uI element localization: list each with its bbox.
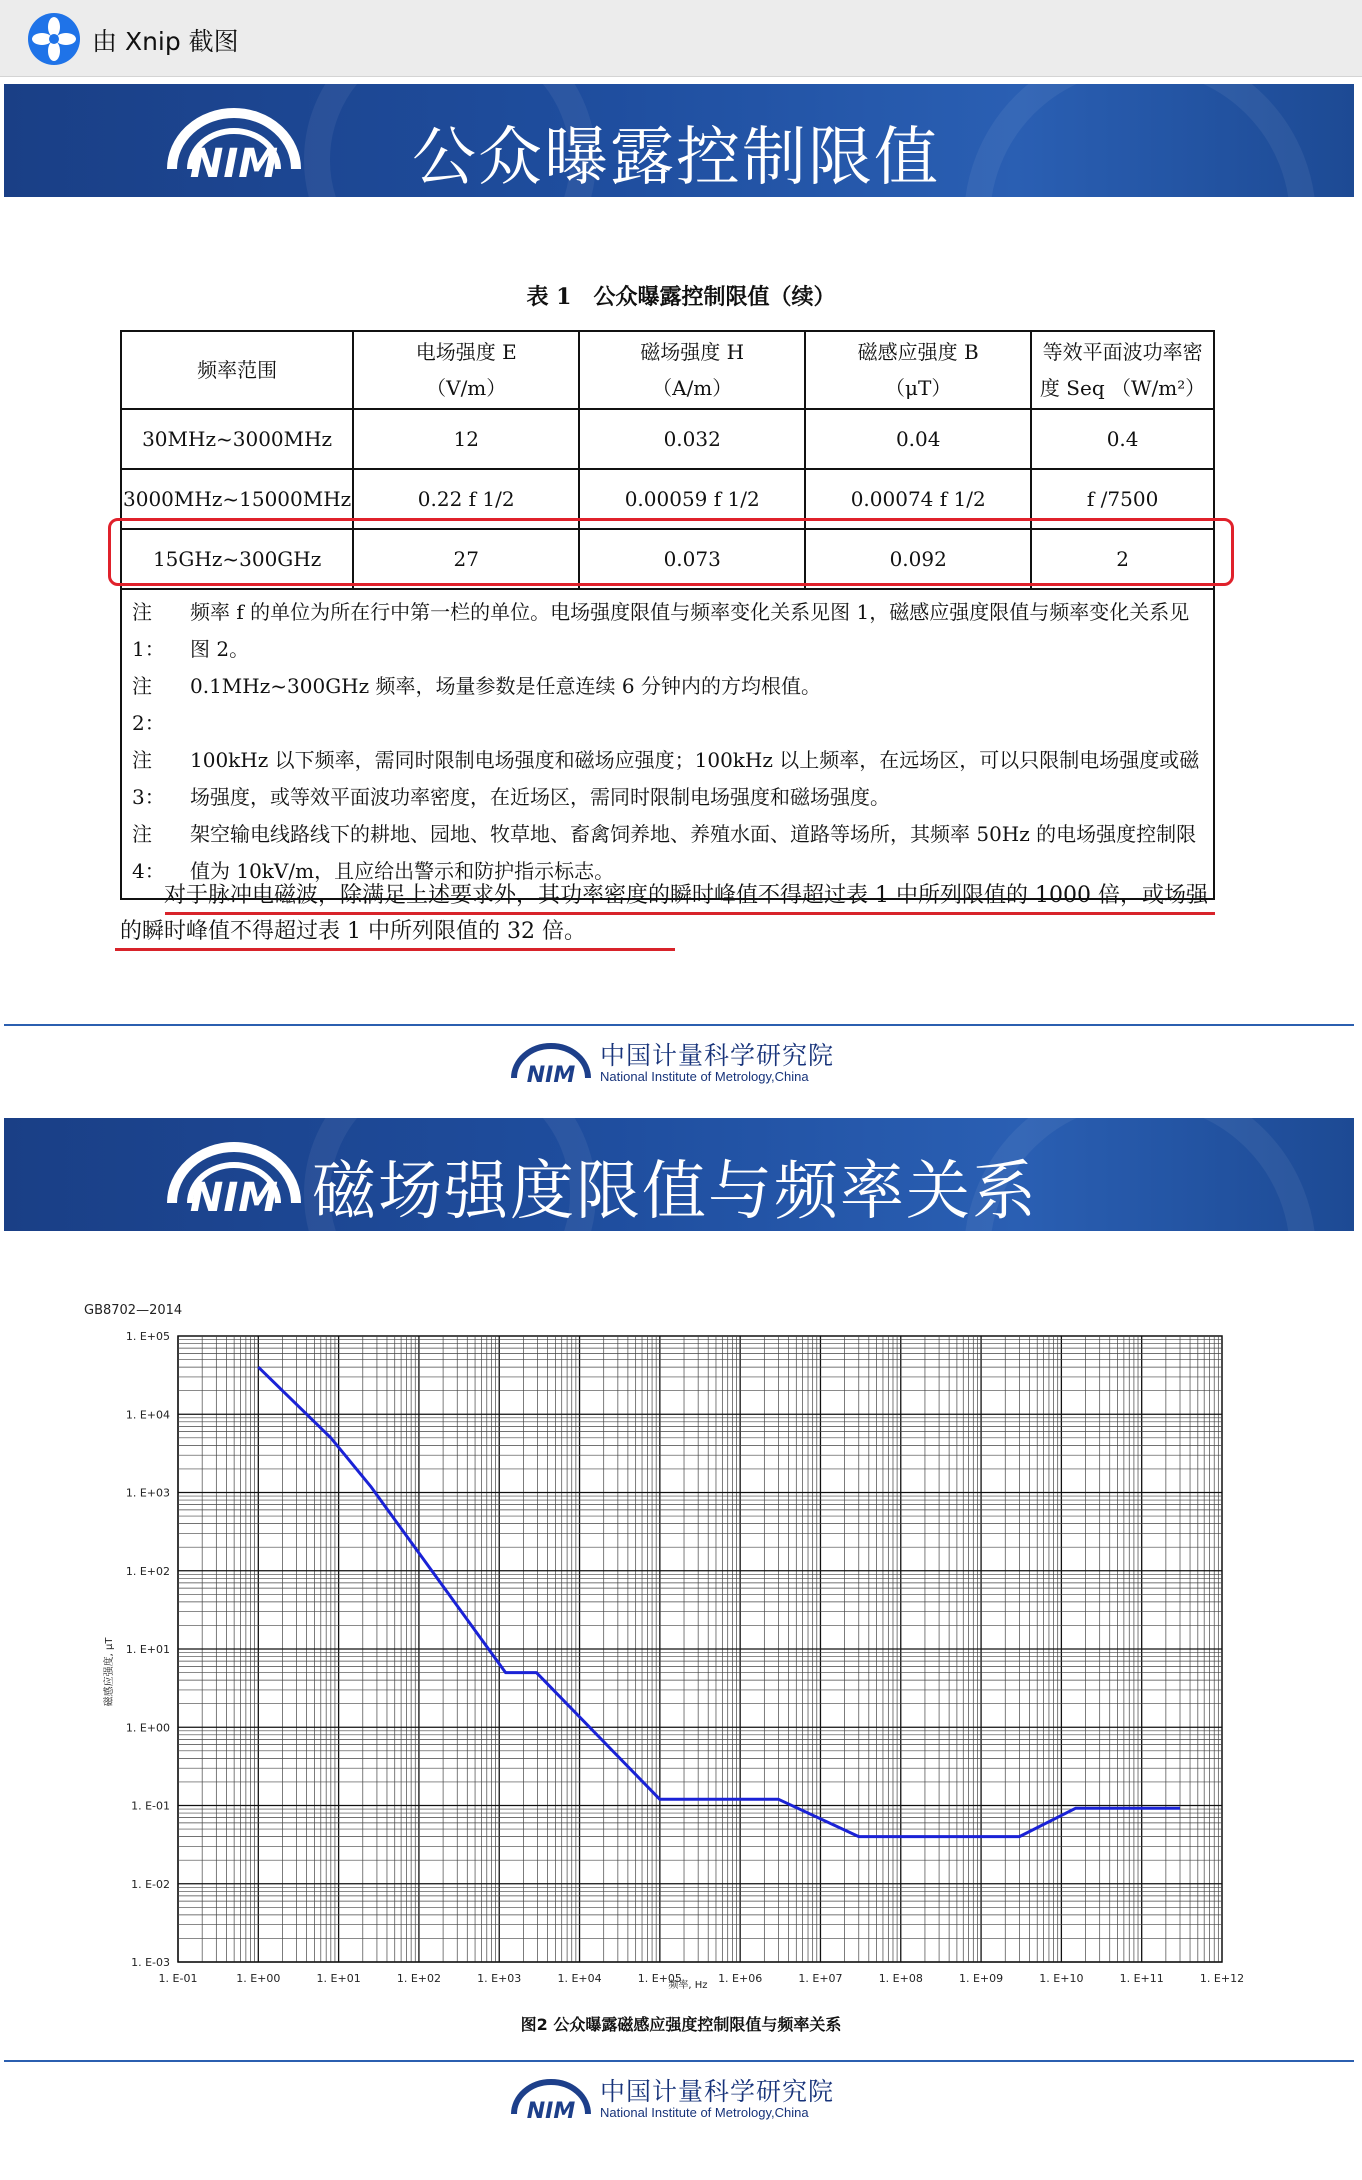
y-tick-label: 1. E-01 [131,1799,170,1813]
header-e-label: 电场强度 E [415,340,517,364]
figure-caption: 图2 公众曝露磁感应强度控制限值与频率关系 [520,2015,842,2034]
header-e-unit: （V/m） [426,376,507,400]
header-b-label: 磁感应强度 B [857,340,979,364]
institute-name-cn: 中国计量科学研究院 [600,1041,835,1070]
note-key: 注 1： [132,600,165,661]
header-s-label: 等效平面波功率密 [1042,340,1203,364]
y-tick-label: 1. E+03 [125,1486,170,1500]
pulse-limit-paragraph: 对于脉冲电磁波，除满足上述要求外，其功率密度的瞬时峰值不得超过表 1 中所列限值的 1000 倍，或场强的瞬时峰值不得超过表 1 中所列限值的 32 倍。 [120,883,1208,944]
x-tick-label: 1. E+04 [557,1972,602,1985]
nim-footer-logo-icon [508,2076,594,2122]
institute-name-cn: 中国计量科学研究院 [600,2077,835,2106]
table-caption: 表 1 公众曝露控制限值（续） [526,284,836,310]
y-tick-label: 1. E+00 [125,1721,170,1735]
cell-frequency: 3000MHz~15000MHz [121,469,353,529]
note-item [132,668,1203,742]
note-text: 架空输电线路线下的耕地、园地、牧草地、畜禽饲养地、养殖水面、道路等场所，其频率 50Hz 的电场强度控制限值为 10kV/m，且应给出警示和防护指示标志。 [190,822,1197,883]
x-tick-label: 1. E+01 [316,1972,361,1985]
exposure-limits-table [120,330,1215,900]
y-tick-label: 1. E-02 [131,1877,170,1891]
note-text: 100kHz 以下频率，需同时限制电场强度和磁场应强度；100kHz 以上频率，在远场区，可以只限制电场强度或磁场强度，或等效平面波功率密度，在近场区，需同时限制电场强度和磁场强度。 [190,748,1200,809]
header-frequency: 频率范围 [121,331,353,409]
header-h-label: 磁场强度 H [640,340,745,364]
slide-title: 磁场强度限值与频率关系 [312,1155,1038,1229]
x-tick-label: 1. E+06 [718,1972,763,1985]
institute-name-en: National Institute of Metrology,China [600,2105,809,2120]
svg-text:NIM: NIM [189,141,279,185]
header-electric-field [353,331,579,409]
cell-h: 0.073 [579,529,805,589]
cell-b: 0.04 [805,409,1031,469]
cell-frequency: 15GHz~300GHz [121,529,353,589]
institute-name-en: National Institute of Metrology,China [600,1069,809,1084]
note-key: 注 4： [132,822,165,883]
slide-title: 公众曝露控制限值 [412,121,940,195]
screenshot-tool-bar [0,0,1362,77]
svg-text:NIM: NIM [526,2099,576,2122]
svg-text:NIM: NIM [526,1063,576,1086]
cell-e: 12 [353,409,579,469]
header-magnetic-induction [805,331,1031,409]
header-s-unit: 度 Seq （W/m²） [1039,376,1206,400]
note-item [132,742,1203,816]
x-tick-label: 1. E+02 [396,1972,442,1985]
red-underline [115,948,675,951]
y-tick-label: 1. E-03 [131,1956,170,1969]
cell-h: 0.00059 f 1/2 [579,469,805,529]
cell-b: 0.092 [805,529,1031,589]
y-tick-label: 1. E+05 [125,1330,170,1343]
slide-banner [4,84,1354,197]
y-tick-label: 1. E+01 [125,1643,170,1656]
table-header-row [121,331,1214,409]
y-tick-label: 1. E+02 [125,1564,170,1578]
chart-y-ticks [126,1330,170,1969]
app-title: 由 Xnip 截图 [92,27,239,56]
x-tick-label: 1. E+07 [798,1972,843,1985]
y-tick-label: 1. E+04 [125,1408,170,1422]
header-h-unit: （A/m） [652,376,733,400]
x-tick-label: 1. E+12 [1199,1972,1245,1985]
cell-frequency: 30MHz~3000MHz [121,409,353,469]
cell-b: 0.00074 f 1/2 [805,469,1031,529]
note-item [132,594,1203,668]
red-underline [165,912,1215,915]
chart-x-label: 频率, Hz [668,1980,708,1991]
nim-footer-logo-icon [508,1040,594,1086]
cell-s: f /7500 [1031,469,1214,529]
magnetic-induction-limit-chart [0,1300,1362,2180]
cell-s: 0.4 [1031,409,1214,469]
nim-logo-icon [164,1133,304,1219]
header-power-density [1031,331,1214,409]
note-key: 注 2： [132,674,165,735]
x-tick-label: 1. E+05 [637,1972,682,1985]
cell-h: 0.032 [579,409,805,469]
x-tick-label: 1. E+09 [958,1972,1004,1985]
note-text: 0.1MHz~300GHz 频率，场量参数是任意连续 6 分钟内的方均根值。 [190,674,821,698]
svg-text:NIM: NIM [189,1175,279,1219]
cell-e: 0.22 f 1/2 [353,469,579,529]
note-key: 注 3： [132,748,165,809]
slide-banner [4,1118,1354,1231]
red-highlight-box [108,518,1234,586]
x-tick-label: 1. E+10 [1039,1972,1084,1985]
chart-y-label: 磁感应强度, μT [104,1637,115,1707]
table-notes [121,589,1214,899]
x-tick-label: 1. E+11 [1119,1972,1164,1985]
note-text: 频率 f 的单位为所在行中第一栏的单位。电场强度限值与频率变化关系见图 1，磁感应强度限值与频率变化关系见图 2。 [190,600,1190,661]
header-magnetic-field [579,331,805,409]
xnip-app-icon [28,13,80,65]
x-tick-label: 1. E+00 [236,1972,281,1985]
x-tick-label: 1. E+08 [878,1972,923,1985]
cell-s: 2 [1031,529,1214,589]
footer-divider [4,1024,1354,1026]
nim-logo-icon [164,99,304,185]
chart-grid [178,1336,1222,1962]
table-row [121,409,1214,469]
x-tick-label: 1. E+03 [477,1972,522,1985]
cell-e: 27 [353,529,579,589]
slide-exposure-limits [0,82,1362,1086]
header-b-unit: （μT） [885,376,952,400]
table-notes-row [121,589,1214,899]
x-tick-label: 1. E-01 [158,1972,198,1985]
slide-field-vs-frequency [0,1116,1362,2146]
footer-divider [4,2060,1354,2062]
chart-title: GB8702—2014 [84,1303,183,1318]
